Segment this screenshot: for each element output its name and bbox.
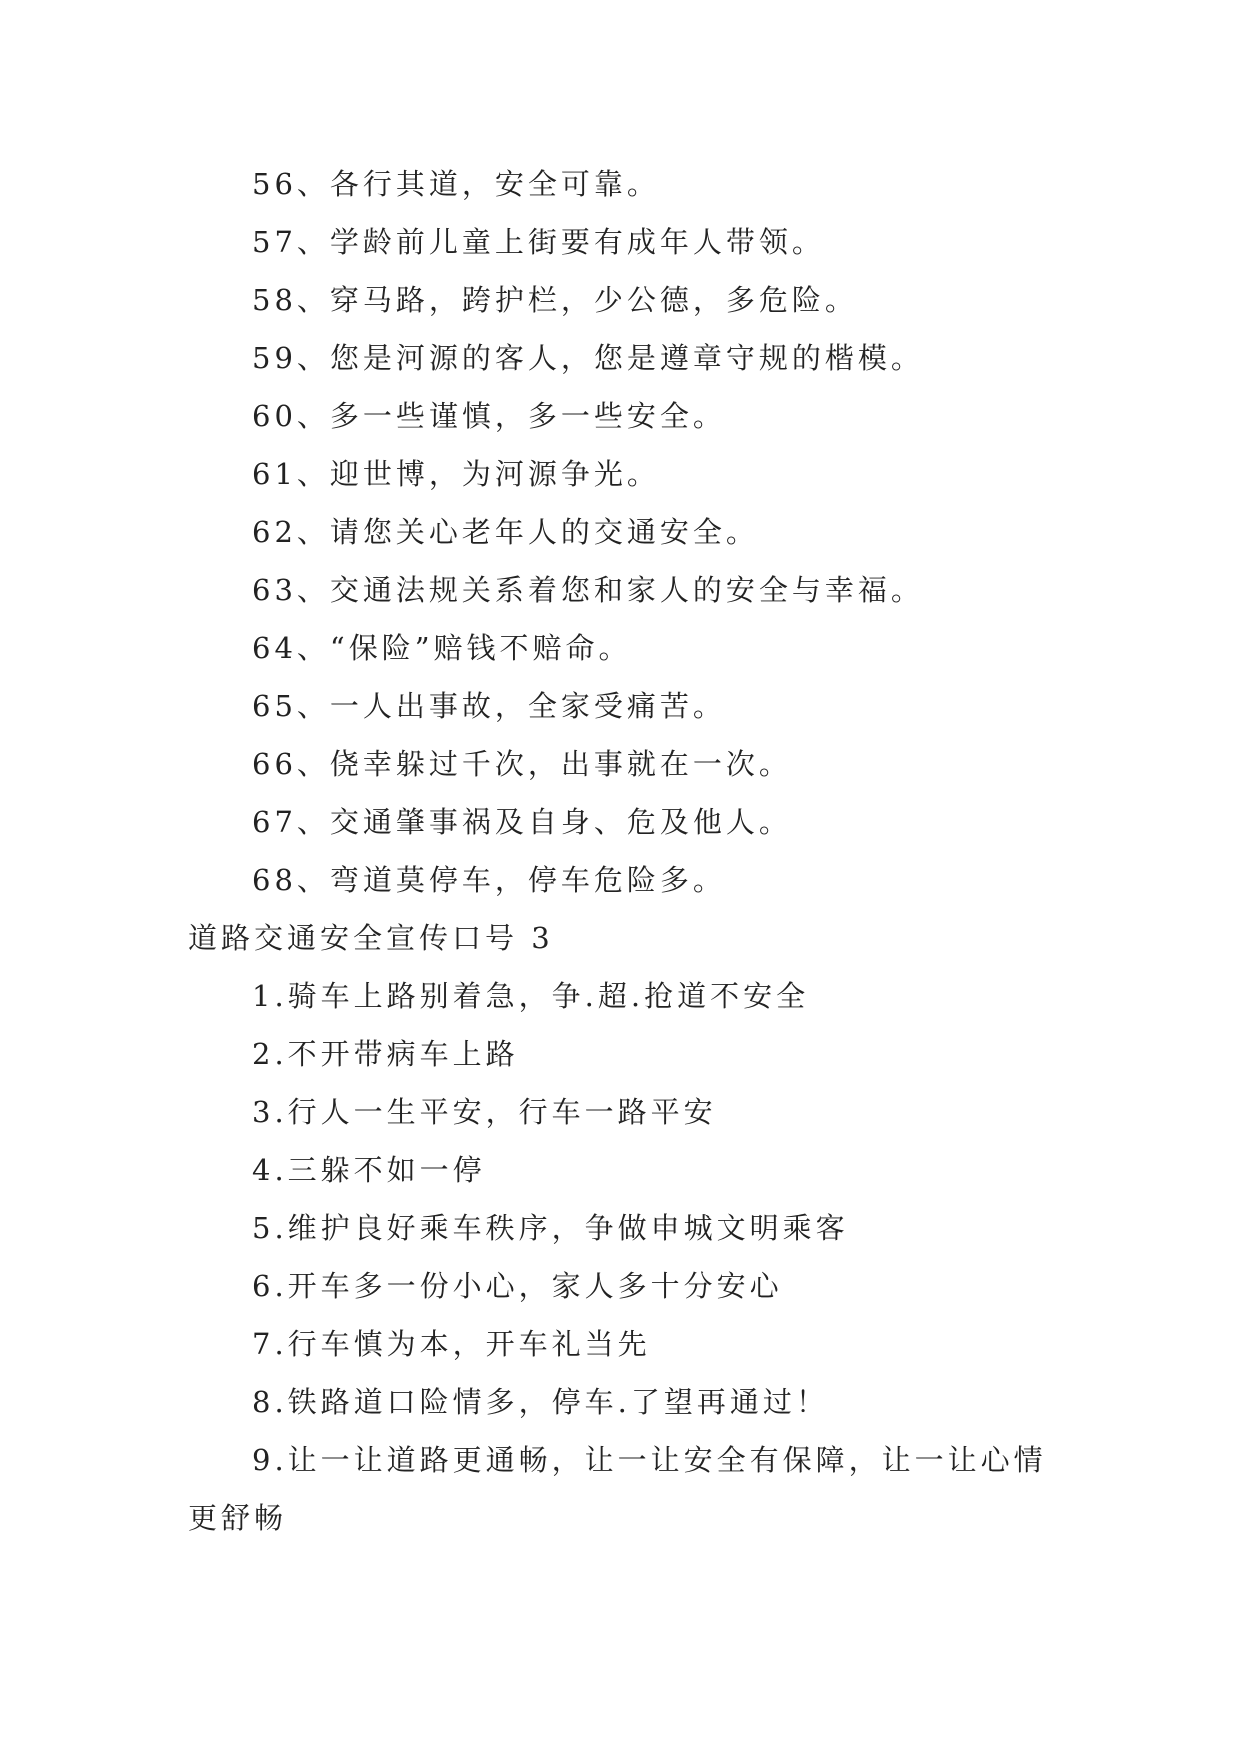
section-heading: 道路交通安全宣传口号 3 <box>188 921 554 955</box>
slogan-2: 2.不开带病车上路 <box>252 1037 519 1071</box>
slogan-63: 63、交通法规关系着您和家人的安全与幸福。 <box>252 573 924 607</box>
slogan-60: 60、多一些谨慎，多一些安全。 <box>252 399 726 433</box>
slogan-61: 61、迎世博，为河源争光。 <box>252 457 660 491</box>
slogan-66: 66、侥幸躲过千次，出事就在一次。 <box>252 747 792 781</box>
slogan-3: 3.行人一生平安，行车一路平安 <box>252 1095 717 1129</box>
slogan-4: 4.三躲不如一停 <box>252 1153 486 1187</box>
slogan-1: 1.骑车上路别着急，争.超.抢道不安全 <box>252 979 810 1013</box>
slogan-65: 65、一人出事故，全家受痛苦。 <box>252 689 726 723</box>
slogan-59: 59、您是河源的客人，您是遵章守规的楷模。 <box>252 341 924 375</box>
slogan-58: 58、穿马路，跨护栏，少公德，多危险。 <box>252 283 858 317</box>
slogan-6: 6.开车多一份小心，家人多十分安心 <box>252 1269 783 1303</box>
slogan-68: 68、弯道莫停车，停车危险多。 <box>252 863 726 897</box>
slogan-56: 56、各行其道，安全可靠。 <box>252 167 660 201</box>
slogan-67: 67、交通肇事祸及自身、危及他人。 <box>252 805 792 839</box>
slogan-5: 5.维护良好乘车秩序，争做申城文明乘客 <box>252 1211 849 1245</box>
slogan-9-continuation: 更舒畅 <box>188 1501 288 1535</box>
slogan-7: 7.行车慎为本，开车礼当先 <box>252 1327 651 1361</box>
slogan-57: 57、学龄前儿童上街要有成年人带领。 <box>252 225 825 259</box>
slogan-64: 64、“保险”赔钱不赔命。 <box>252 631 632 665</box>
slogan-62: 62、请您关心老年人的交通安全。 <box>252 515 759 549</box>
slogan-9: 9.让一让道路更通畅，让一让安全有保障，让一让心情 <box>252 1443 1047 1477</box>
slogan-8: 8.铁路道口险情多，停车.了望再通过！ <box>252 1385 829 1419</box>
